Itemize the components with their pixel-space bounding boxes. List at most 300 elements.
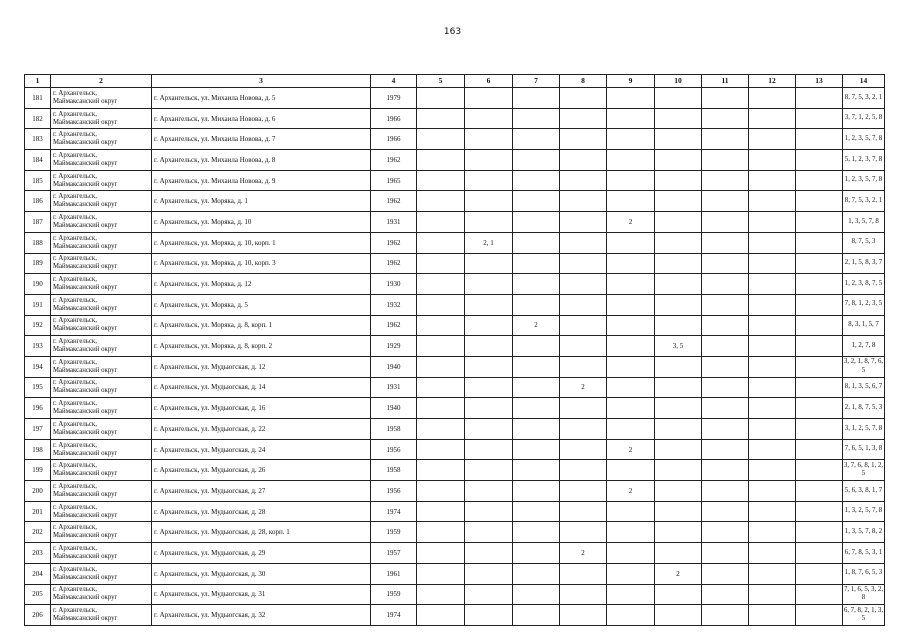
col11-cell xyxy=(702,501,749,522)
col7-cell xyxy=(513,419,560,440)
col12-cell xyxy=(749,501,796,522)
year-cell: 1940 xyxy=(371,356,417,377)
col10-cell xyxy=(655,543,702,564)
district-cell xyxy=(51,584,152,605)
col13-cell xyxy=(796,212,843,233)
table-row xyxy=(25,212,885,233)
district-line-1: г. Архангельск, xyxy=(53,89,97,97)
col7-cell xyxy=(513,398,560,419)
district-cell xyxy=(51,501,152,522)
housing-table xyxy=(24,74,885,626)
district-cell xyxy=(51,336,152,357)
col7-cell xyxy=(513,294,560,315)
col6-cell xyxy=(465,419,513,440)
col9-cell xyxy=(607,398,655,419)
col12-cell xyxy=(749,419,796,440)
col14-cell: 8, 7, 5, 3 xyxy=(843,232,885,253)
col10-cell xyxy=(655,460,702,481)
col11-cell xyxy=(702,605,749,626)
col13-cell xyxy=(796,439,843,460)
col13-cell xyxy=(796,170,843,191)
row-number-cell: 192 xyxy=(25,315,51,336)
year-cell: 1929 xyxy=(371,336,417,357)
col12-cell xyxy=(749,522,796,543)
col9-cell xyxy=(607,460,655,481)
col9-cell xyxy=(607,563,655,584)
col10-cell xyxy=(655,191,702,212)
district-cell xyxy=(51,543,152,564)
col12-cell xyxy=(749,108,796,129)
year-cell: 1931 xyxy=(371,212,417,233)
col14-cell: 8, 3, 1, 5, 7 xyxy=(843,315,885,336)
col5-cell xyxy=(417,336,465,357)
col6-cell xyxy=(465,253,513,274)
col11-cell xyxy=(702,522,749,543)
col5-cell xyxy=(417,108,465,129)
table-row xyxy=(25,460,885,481)
col12-cell xyxy=(749,191,796,212)
address-cell: г. Архангельск, ул. Мудьюгская, д. 28 xyxy=(152,501,371,522)
col11-cell xyxy=(702,336,749,357)
col9-cell xyxy=(607,274,655,295)
col5-cell xyxy=(417,481,465,502)
table-row xyxy=(25,232,885,253)
column-header: 7 xyxy=(513,75,560,88)
district-line-1: г. Архангельск, xyxy=(53,400,97,408)
year-cell: 1931 xyxy=(371,377,417,398)
col8-cell xyxy=(560,501,607,522)
col5-cell xyxy=(417,191,465,212)
col7-cell xyxy=(513,253,560,274)
district-line-1: г. Архангельск, xyxy=(53,586,97,594)
col5-cell xyxy=(417,563,465,584)
col9-cell xyxy=(607,356,655,377)
district-line-1: г. Архангельск, xyxy=(53,172,97,180)
row-number-cell: 205 xyxy=(25,584,51,605)
year-cell: 1965 xyxy=(371,170,417,191)
district-cell xyxy=(51,398,152,419)
district-line-2: Маймаксанский округ xyxy=(53,573,118,581)
col14-cell: 1, 8, 7, 6, 5, 3 xyxy=(843,563,885,584)
col14-cell: 1, 2, 3, 5, 7, 8 xyxy=(843,170,885,191)
col9-cell xyxy=(607,336,655,357)
col5-cell xyxy=(417,584,465,605)
district-cell xyxy=(51,253,152,274)
col7-cell xyxy=(513,336,560,357)
col7-cell xyxy=(513,584,560,605)
table-row xyxy=(25,563,885,584)
col6-cell xyxy=(465,481,513,502)
col6-cell xyxy=(465,356,513,377)
year-cell: 1966 xyxy=(371,108,417,129)
district-line-2: Маймаксанский округ xyxy=(53,201,118,209)
col12-cell xyxy=(749,150,796,171)
table-row xyxy=(25,543,885,564)
district-line-1: г. Архангельск, xyxy=(53,213,97,221)
col10-cell xyxy=(655,501,702,522)
year-cell: 1956 xyxy=(371,439,417,460)
col8-cell xyxy=(560,563,607,584)
col12-cell xyxy=(749,88,796,109)
district-line-1: г. Архангельск, xyxy=(53,110,97,118)
col12-cell xyxy=(749,294,796,315)
col6-cell xyxy=(465,170,513,191)
district-line-1: г. Архангельск, xyxy=(53,317,97,325)
col5-cell xyxy=(417,88,465,109)
col7-cell xyxy=(513,522,560,543)
col12-cell xyxy=(749,377,796,398)
col6-cell xyxy=(465,460,513,481)
table-row xyxy=(25,336,885,357)
col8-cell xyxy=(560,253,607,274)
address-cell: г. Архангельск, ул. Мудьюгская, д. 16 xyxy=(152,398,371,419)
col12-cell xyxy=(749,563,796,584)
col9-cell xyxy=(607,294,655,315)
district-line-2: Маймаксанский округ xyxy=(53,532,118,540)
col6-cell xyxy=(465,605,513,626)
col6-cell xyxy=(465,294,513,315)
col5-cell xyxy=(417,232,465,253)
row-number-cell: 190 xyxy=(25,274,51,295)
address-cell: г. Архангельск, ул. Мудьюгская, д. 12 xyxy=(152,356,371,377)
col11-cell xyxy=(702,253,749,274)
year-cell: 1957 xyxy=(371,543,417,564)
district-line-2: Маймаксанский округ xyxy=(53,304,118,312)
col8-cell xyxy=(560,150,607,171)
column-header: 4 xyxy=(371,75,417,88)
col8-cell xyxy=(560,232,607,253)
col6-cell xyxy=(465,522,513,543)
table-row xyxy=(25,398,885,419)
col5-cell xyxy=(417,543,465,564)
col6-cell xyxy=(465,543,513,564)
col9-cell xyxy=(607,232,655,253)
year-cell: 1962 xyxy=(371,232,417,253)
col8-cell xyxy=(560,439,607,460)
col7-cell xyxy=(513,150,560,171)
col9-cell xyxy=(607,543,655,564)
address-cell: г. Архангельск, ул. Мудьюгская, д. 14 xyxy=(152,377,371,398)
address-cell: г. Архангельск, ул. Моряка, д. 8, корп. 2 xyxy=(152,336,371,357)
col13-cell xyxy=(796,522,843,543)
col11-cell xyxy=(702,460,749,481)
district-cell xyxy=(51,419,152,440)
col14-cell: 8, 7, 5, 3, 2, 1 xyxy=(843,191,885,212)
col12-cell xyxy=(749,336,796,357)
district-cell xyxy=(51,274,152,295)
district-cell xyxy=(51,356,152,377)
district-line-2: Маймаксанский округ xyxy=(53,594,118,602)
row-number-cell: 191 xyxy=(25,294,51,315)
col10-cell xyxy=(655,605,702,626)
column-header: 10 xyxy=(655,75,702,88)
col6-cell xyxy=(465,439,513,460)
col9-cell xyxy=(607,522,655,543)
row-number-cell: 194 xyxy=(25,356,51,377)
col14-cell: 1, 2, 7, 8 xyxy=(843,336,885,357)
col6-cell xyxy=(465,377,513,398)
col9-cell xyxy=(607,501,655,522)
col14-cell: 2, 1, 8, 7, 5, 3 xyxy=(843,398,885,419)
col14-cell: 1, 3, 5, 7, 8 xyxy=(843,212,885,233)
col11-cell xyxy=(702,88,749,109)
year-cell: 1974 xyxy=(371,501,417,522)
address-cell: г. Архангельск, ул. Михаила Новова, д. 7 xyxy=(152,129,371,150)
col14-cell: 3, 7, 1, 2, 5, 8 xyxy=(843,108,885,129)
row-number-cell: 206 xyxy=(25,605,51,626)
district-line-1: г. Архангельск, xyxy=(53,255,97,263)
district-line-2: Маймаксанский округ xyxy=(53,449,118,457)
district-line-1: г. Архангельск, xyxy=(53,358,97,366)
address-cell: г. Архангельск, ул. Моряка, д. 8, корп. 1 xyxy=(152,315,371,336)
col12-cell xyxy=(749,543,796,564)
col14-cell: 8, 7, 5, 3, 2, 1 xyxy=(843,88,885,109)
col13-cell xyxy=(796,584,843,605)
district-line-1: г. Архангельск, xyxy=(53,607,97,615)
address-cell: г. Архангельск, ул. Михаила Новова, д. 5 xyxy=(152,88,371,109)
district-cell xyxy=(51,294,152,315)
col13-cell xyxy=(796,356,843,377)
district-line-1: г. Архангельск, xyxy=(53,131,97,139)
col7-cell xyxy=(513,212,560,233)
table-row xyxy=(25,88,885,109)
col7-cell xyxy=(513,232,560,253)
col10-cell xyxy=(655,129,702,150)
col5-cell xyxy=(417,253,465,274)
district-line-2: Маймаксанский округ xyxy=(53,180,118,188)
col12-cell xyxy=(749,398,796,419)
table-row xyxy=(25,419,885,440)
district-cell xyxy=(51,150,152,171)
col13-cell xyxy=(796,315,843,336)
col8-cell xyxy=(560,108,607,129)
col12-cell xyxy=(749,439,796,460)
col5-cell xyxy=(417,605,465,626)
col13-cell xyxy=(796,543,843,564)
row-number-cell: 195 xyxy=(25,377,51,398)
col12-cell xyxy=(749,212,796,233)
address-cell: г. Архангельск, ул. Моряка, д. 10 xyxy=(152,212,371,233)
col9-cell: 2 xyxy=(607,212,655,233)
col9-cell: 2 xyxy=(607,439,655,460)
col10-cell xyxy=(655,253,702,274)
col5-cell xyxy=(417,522,465,543)
district-line-1: г. Архангельск, xyxy=(53,151,97,159)
row-number-cell: 181 xyxy=(25,88,51,109)
column-header: 1 xyxy=(25,75,51,88)
col11-cell xyxy=(702,584,749,605)
year-cell: 1956 xyxy=(371,481,417,502)
col10-cell xyxy=(655,274,702,295)
col8-cell xyxy=(560,191,607,212)
col13-cell xyxy=(796,563,843,584)
col6-cell xyxy=(465,212,513,233)
col13-cell xyxy=(796,150,843,171)
district-cell xyxy=(51,129,152,150)
table-row xyxy=(25,315,885,336)
year-cell: 1930 xyxy=(371,274,417,295)
col5-cell xyxy=(417,356,465,377)
district-cell xyxy=(51,170,152,191)
col5-cell xyxy=(417,294,465,315)
district-line-1: г. Архангельск, xyxy=(53,441,97,449)
column-header: 9 xyxy=(607,75,655,88)
column-header: 14 xyxy=(843,75,885,88)
col11-cell xyxy=(702,563,749,584)
col9-cell xyxy=(607,88,655,109)
district-line-1: г. Архангельск, xyxy=(53,420,97,428)
year-cell: 1962 xyxy=(371,253,417,274)
col6-cell xyxy=(465,150,513,171)
district-line-1: г. Архангельск, xyxy=(53,193,97,201)
col12-cell xyxy=(749,274,796,295)
col11-cell xyxy=(702,274,749,295)
district-line-2: Маймаксанский округ xyxy=(53,97,118,105)
col11-cell xyxy=(702,377,749,398)
col7-cell xyxy=(513,356,560,377)
col11-cell xyxy=(702,356,749,377)
district-line-2: Маймаксанский округ xyxy=(53,346,118,354)
col14-cell: 1, 2, 3, 8, 7, 5 xyxy=(843,274,885,295)
col14-cell: 5, 1, 2, 3, 7, 8 xyxy=(843,150,885,171)
col5-cell xyxy=(417,212,465,233)
col6-cell xyxy=(465,315,513,336)
table-row xyxy=(25,191,885,212)
district-cell xyxy=(51,212,152,233)
col11-cell xyxy=(702,108,749,129)
col13-cell xyxy=(796,481,843,502)
col8-cell xyxy=(560,294,607,315)
district-line-2: Маймаксанский округ xyxy=(53,511,118,519)
col6-cell xyxy=(465,129,513,150)
col6-cell xyxy=(465,191,513,212)
col11-cell xyxy=(702,439,749,460)
col5-cell xyxy=(417,439,465,460)
col12-cell xyxy=(749,481,796,502)
col10-cell xyxy=(655,481,702,502)
district-cell xyxy=(51,88,152,109)
district-line-2: Маймаксанский округ xyxy=(53,263,118,271)
col14-cell: 3, 2, 1, 8, 7, 6, 5 xyxy=(843,356,885,377)
district-line-1: г. Архангельск, xyxy=(53,234,97,242)
table-row xyxy=(25,605,885,626)
col11-cell xyxy=(702,481,749,502)
district-line-1: г. Архангельск, xyxy=(53,482,97,490)
row-number-cell: 204 xyxy=(25,563,51,584)
table-row xyxy=(25,377,885,398)
row-number-cell: 184 xyxy=(25,150,51,171)
address-cell: г. Архангельск, ул. Мудьюгская, д. 27 xyxy=(152,481,371,502)
col10-cell xyxy=(655,212,702,233)
district-line-2: Маймаксанский округ xyxy=(53,408,118,416)
table-row xyxy=(25,294,885,315)
col7-cell xyxy=(513,274,560,295)
row-number-cell: 199 xyxy=(25,460,51,481)
district-cell xyxy=(51,191,152,212)
col8-cell xyxy=(560,584,607,605)
col8-cell xyxy=(560,274,607,295)
col6-cell xyxy=(465,336,513,357)
address-cell: г. Архангельск, ул. Мудьюгская, д. 30 xyxy=(152,563,371,584)
col7-cell xyxy=(513,605,560,626)
district-line-2: Маймаксанский округ xyxy=(53,387,118,395)
col9-cell xyxy=(607,108,655,129)
col13-cell xyxy=(796,398,843,419)
col14-cell: 5, 6, 3, 8, 1, 7 xyxy=(843,481,885,502)
col10-cell xyxy=(655,108,702,129)
col14-cell: 7, 8, 1, 2, 3, 5 xyxy=(843,294,885,315)
col13-cell xyxy=(796,460,843,481)
table-row xyxy=(25,150,885,171)
row-number-cell: 193 xyxy=(25,336,51,357)
year-cell: 1958 xyxy=(371,419,417,440)
col8-cell xyxy=(560,605,607,626)
year-cell: 1932 xyxy=(371,294,417,315)
col9-cell xyxy=(607,419,655,440)
col6-cell xyxy=(465,108,513,129)
col12-cell xyxy=(749,129,796,150)
table-row xyxy=(25,253,885,274)
col13-cell xyxy=(796,501,843,522)
col11-cell xyxy=(702,170,749,191)
col13-cell xyxy=(796,419,843,440)
col7-cell xyxy=(513,191,560,212)
column-header: 11 xyxy=(702,75,749,88)
col11-cell xyxy=(702,543,749,564)
table-row xyxy=(25,274,885,295)
col11-cell xyxy=(702,150,749,171)
col14-cell: 1, 3, 5, 7, 8, 2 xyxy=(843,522,885,543)
col12-cell xyxy=(749,232,796,253)
district-line-1: г. Архангельск, xyxy=(53,379,97,387)
col10-cell xyxy=(655,377,702,398)
year-cell: 1966 xyxy=(371,129,417,150)
col13-cell xyxy=(796,232,843,253)
table-row xyxy=(25,481,885,502)
year-cell: 1958 xyxy=(371,460,417,481)
col14-cell: 6, 7, 8, 2, 1, 3, 5 xyxy=(843,605,885,626)
address-cell: г. Архангельск, ул. Михаила Новова, д. 8 xyxy=(152,150,371,171)
col8-cell xyxy=(560,315,607,336)
col14-cell: 1, 3, 2, 5, 7, 8 xyxy=(843,501,885,522)
col5-cell xyxy=(417,377,465,398)
year-cell: 1959 xyxy=(371,522,417,543)
district-line-1: г. Архангельск, xyxy=(53,276,97,284)
row-number-cell: 198 xyxy=(25,439,51,460)
col7-cell xyxy=(513,460,560,481)
year-cell: 1961 xyxy=(371,563,417,584)
district-line-2: Маймаксанский округ xyxy=(53,366,118,374)
district-cell xyxy=(51,439,152,460)
col6-cell xyxy=(465,563,513,584)
district-line-1: г. Архангельск, xyxy=(53,462,97,470)
column-header: 6 xyxy=(465,75,513,88)
col9-cell xyxy=(607,377,655,398)
col7-cell xyxy=(513,563,560,584)
col13-cell xyxy=(796,336,843,357)
col9-cell xyxy=(607,170,655,191)
district-cell xyxy=(51,460,152,481)
district-cell xyxy=(51,563,152,584)
col6-cell xyxy=(465,501,513,522)
year-cell: 1962 xyxy=(371,191,417,212)
col5-cell xyxy=(417,315,465,336)
row-number-cell: 201 xyxy=(25,501,51,522)
col12-cell xyxy=(749,253,796,274)
district-line-2: Маймаксанский округ xyxy=(53,118,118,126)
col10-cell: 2 xyxy=(655,563,702,584)
col10-cell xyxy=(655,150,702,171)
